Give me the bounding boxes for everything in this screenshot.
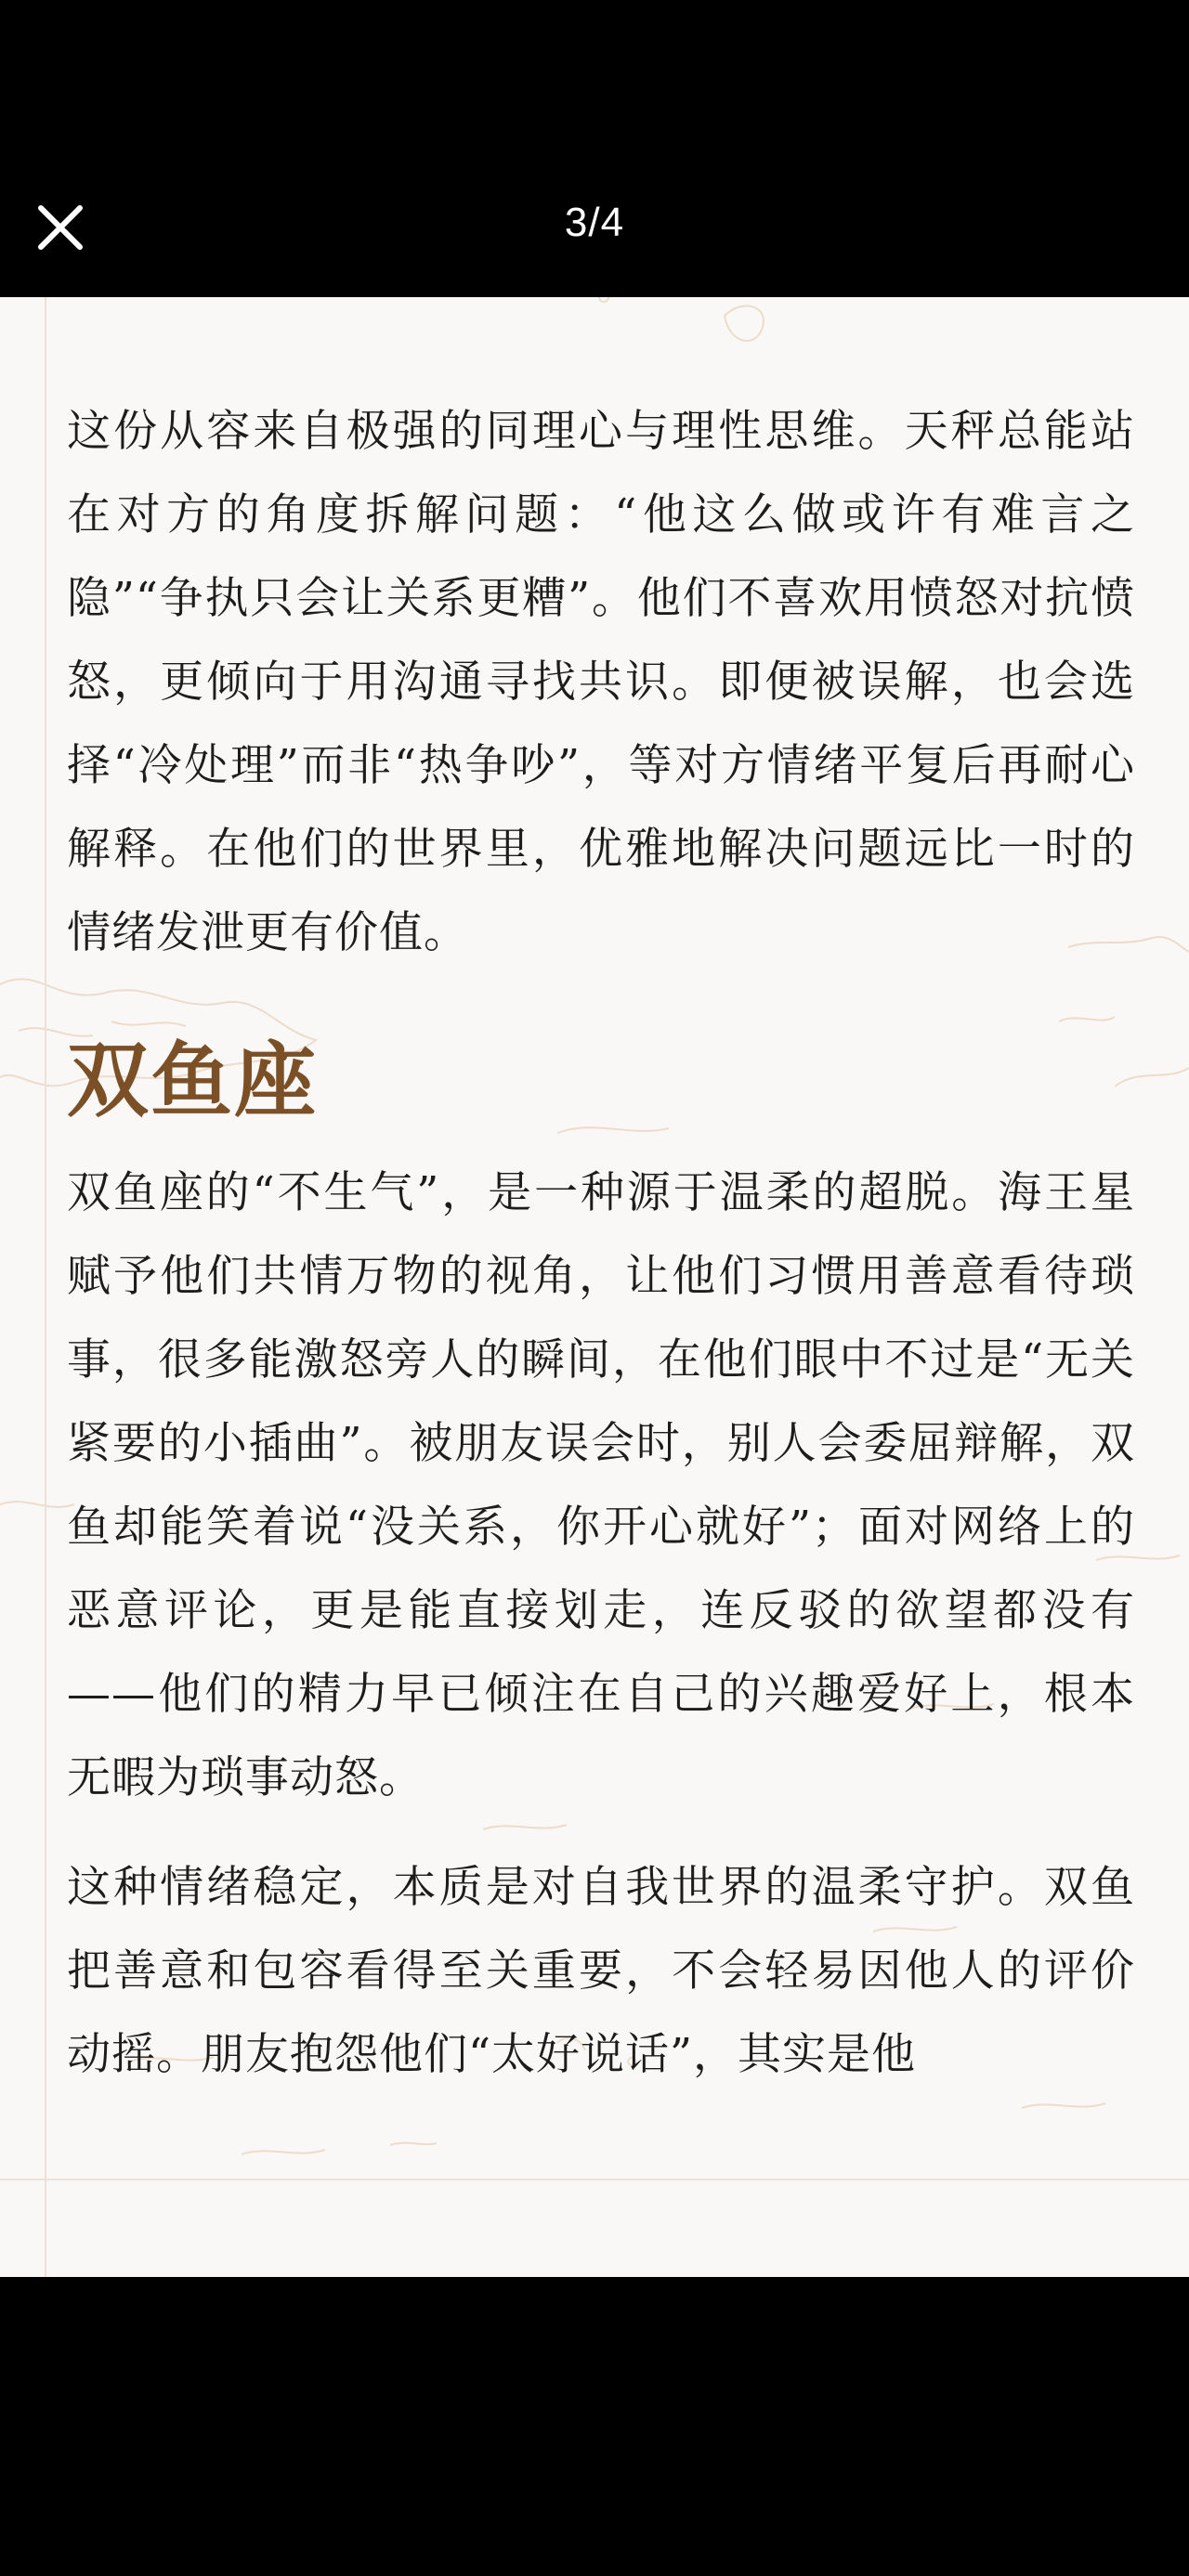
viewer-bottom-bar (0, 2277, 1189, 2576)
article-paragraph-2: 双鱼座的“不生气”，是一种源于温柔的超脱。海王星赋予他们共情万物的视角，让他们习惯用善意看待琐事，很多能激怒旁人的瞬间，在他们眼中不过是“无关紧要的小插曲”。被朋友误会时，别人会委屈辩解，双鱼却能笑着说“没关系，你开心就好”；面对网络上的恶意评论，更是能直接划走，连反驳的欲望都没有——他们的精力早已倾注在自己的兴趣爱好上，根本无暇为琐事动怒。 (67, 1167, 1135, 1803)
section-heading: 双鱼座 (67, 1032, 319, 1128)
article-paragraph-3: 这种情绪稳定，本质是对自我世界的温柔守护。双鱼把善意和包容看得至关重要，不会轻易因他人的评价动摇。朋友抱怨他们“太好说话”，其实是他 (67, 1862, 1135, 2080)
margin-guide-line (45, 297, 46, 2277)
image-viewer-page[interactable] (0, 297, 1189, 2277)
close-button[interactable] (28, 195, 93, 260)
viewer-top-bar (0, 0, 1189, 297)
article-content (67, 390, 1135, 2097)
article-paragraph-1: 这份从容来自极强的同理心与理性思维。天秤总能站在对方的角度拆解问题：“他这么做或许有难言之隐”“争执只会让关系更糟”。他们不喜欢用愤怒对抗愤怒，更倾向于用沟通寻找共识。即便被误解，也会选择“冷处理”而非“热争吵”，等对方情绪平复后再耐心解释。在他们的世界里，优雅地解决问题远比一时的情绪发泄更有价值。 (67, 406, 1135, 958)
page-bottom-rule (0, 2179, 1189, 2180)
close-x-icon (28, 195, 93, 260)
page-counter: 3/4 (564, 200, 625, 245)
